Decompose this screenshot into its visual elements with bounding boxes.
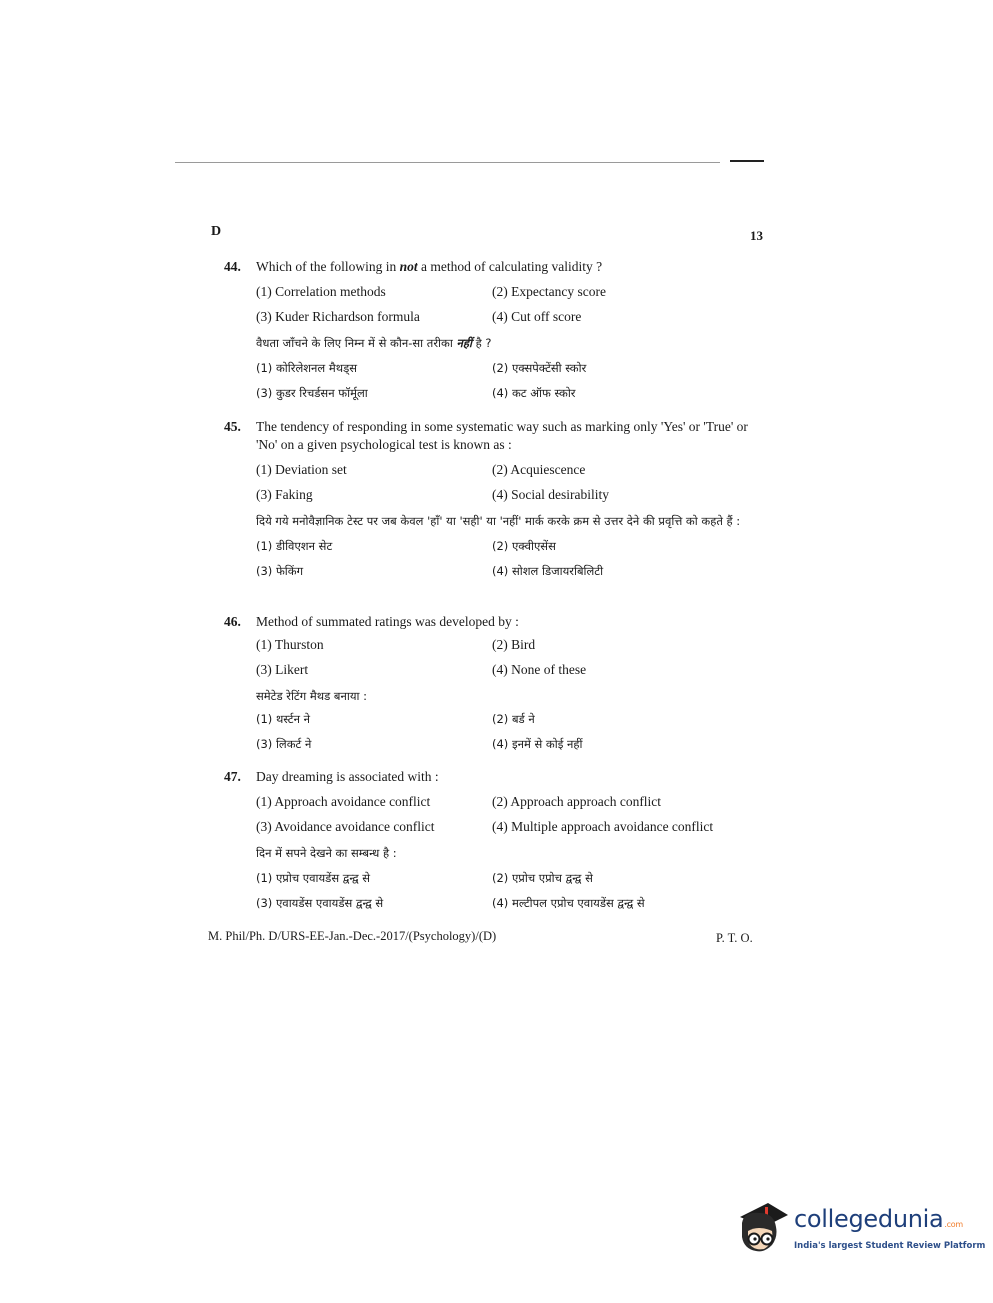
options-hi xyxy=(256,359,764,402)
option-1-hi: (1) एप्रोच एवायडेंस द्वन्द्व से xyxy=(256,871,370,885)
brand-name: collegedunia.com xyxy=(794,1205,963,1233)
option-1-en: (1) Approach avoidance conflict xyxy=(256,794,431,809)
question-number: 45. xyxy=(224,419,241,434)
option-2-hi: (2) एक्सपेक्टेंसी स्कोर xyxy=(492,361,587,375)
options-hi xyxy=(256,869,764,912)
top-rule-accent xyxy=(730,160,764,162)
option-4-hi: (4) कट ऑफ स्कोर xyxy=(492,386,576,400)
option-1-hi: (1) कोरिलेशनल मैथड्स xyxy=(256,361,358,375)
option-2-en: (2) Approach approach conflict xyxy=(492,794,662,809)
question-text-en: Which of the following in not a method of calculating validity ? xyxy=(256,259,603,274)
option-3-hi: (3) फेकिंग xyxy=(256,564,304,578)
option-2-en: (2) Expectancy score xyxy=(492,284,606,299)
option-3-en: (3) Likert xyxy=(256,662,309,677)
option-3-en: (3) Faking xyxy=(256,487,313,502)
option-1-hi: (1) थर्स्टन ने xyxy=(256,712,310,726)
option-2-hi: (2) एक्वीएसेंस xyxy=(492,539,556,553)
footer-pto: P. T. O. xyxy=(716,931,753,945)
option-4-hi: (4) इनमें से कोई नहीं xyxy=(492,737,583,751)
question-text-en: Day dreaming is associated with : xyxy=(256,769,439,784)
options-hi xyxy=(256,537,764,580)
option-3-hi: (3) कुडर रिचर्डसन फॉर्मूला xyxy=(256,386,368,400)
option-4-hi: (4) मल्टीपल एप्रोच एवायडेंस द्वन्द्व से xyxy=(492,896,645,910)
footer-exam-code: M. Phil/Ph. D/URS-EE-Jan.-Dec.-2017/(Psychology)/(D) xyxy=(208,929,497,943)
question-47 xyxy=(224,768,764,912)
brand-tagline: India's largest Student Review Platform xyxy=(794,1241,986,1251)
options-en xyxy=(256,461,764,504)
option-4-en: (4) Cut off score xyxy=(492,309,582,324)
option-4-en: (4) None of these xyxy=(492,662,587,677)
top-rule xyxy=(175,162,720,163)
question-text-en: The tendency of responding in some systematic way such as marking only 'Yes' or 'True' or 'No' on a given psychological test is known as : xyxy=(256,419,748,452)
option-2-en: (2) Bird xyxy=(492,637,536,652)
options-hi xyxy=(256,710,764,753)
question-number: 46. xyxy=(224,614,241,629)
question-44 xyxy=(224,258,764,402)
question-text-en: Method of summated ratings was developed by : xyxy=(256,614,519,629)
question-text-hi: दिन में सपने देखने का सम्बन्ध है : xyxy=(256,846,397,860)
option-1-hi: (1) डीविएशन सेट xyxy=(256,539,333,553)
option-3-hi: (3) लिकर्ट ने xyxy=(256,737,312,751)
option-1-en: (1) Correlation methods xyxy=(256,284,386,299)
question-text-hi: वैधता जाँचने के लिए निम्न में से कौन-सा तरीका नहीं है ? xyxy=(256,336,492,350)
option-2-hi: (2) एप्रोच एप्रोच द्वन्द्व से xyxy=(492,871,593,885)
option-2-hi: (2) बर्ड ने xyxy=(492,712,535,726)
question-45 xyxy=(224,418,764,580)
collegedunia-watermark xyxy=(734,1197,986,1261)
brand-domain-suffix: .com xyxy=(944,1220,963,1229)
option-1-en: (1) Thurston xyxy=(256,637,324,652)
student-mascot-icon xyxy=(734,1197,790,1257)
options-en xyxy=(256,793,764,836)
question-number: 47. xyxy=(224,769,241,784)
question-text-hi: दिये गये मनोवैज्ञानिक टेस्ट पर जब केवल 'हाँ' या 'सही' या 'नहीं' मार्क करके क्रम से उत्तर देने की प्रवृत्ति को कहते हैं : xyxy=(256,514,741,528)
option-4-en: (4) Multiple approach avoidance conflict xyxy=(492,819,714,834)
option-4-hi: (4) सोशल डिजायरबिलिटी xyxy=(492,564,604,578)
options-en xyxy=(256,283,764,326)
option-3-en: (3) Kuder Richardson formula xyxy=(256,309,420,324)
question-46 xyxy=(224,613,764,753)
option-2-en: (2) Acquiescence xyxy=(492,462,586,477)
option-4-en: (4) Social desirability xyxy=(492,487,609,502)
set-code: D xyxy=(211,224,222,239)
options-en xyxy=(256,636,764,679)
option-3-hi: (3) एवायडेंस एवायडेंस द्वन्द्व से xyxy=(256,896,384,910)
page-number: 13 xyxy=(750,228,763,243)
question-number: 44. xyxy=(224,259,241,274)
question-text-hi: समेटेड रेटिंग मैथड बनाया : xyxy=(256,689,368,703)
option-3-en: (3) Avoidance avoidance conflict xyxy=(256,819,435,834)
option-1-en: (1) Deviation set xyxy=(256,462,347,477)
